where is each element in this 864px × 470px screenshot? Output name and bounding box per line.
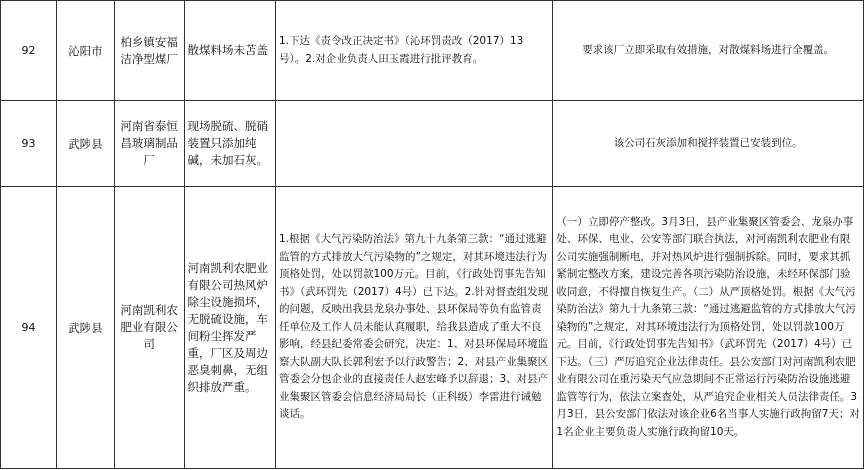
company-cell: 河南省泰恒昌玻璃制品厂 [114,101,184,187]
rectification-cell: （一）立即停产整改。3月3日，县产业集聚区管委会、龙泉办事处、环保、电业、公安等部门联合执法，对河南凯利农肥业有限公司实施强制断电，并对热风炉进行强制拆除。同时，要求其抓紧制定整改方案，建设完善各项污染防治设施，未经环保部门验收同意，不得擅自恢复生产。（二）从严顶格处罚。根据《大气污染防治法》第九十九条第三款：“通过逃避监管的方式排放大气污染物的”之规定，对其环境违法行为顶格处罚，处以罚款100万元。目前，《行政处罚事先告知书》（武环罚先（2017）4号）已下达。（三）严厉追究企业法律责任。县公安部门对河南凯利农肥业有限公司在重污染天气应急期间不正常运行污染防治设施逃避监管等行为，依法立案查处，从严追究企业相关人员法律责任。3月3日，县公安部门依法对该企业6名当事人实施行政拘留7天；对1名企业主要负责人实施行政拘留10天。 [553,187,864,469]
problem-cell: 河南凯利农肥业有限公司热风炉除尘设施损坏，无脱硫设施，车间粉尘挥发严重，厂区及周边恶臭刺鼻，无组织排放严重。 [184,187,275,469]
action-cell: 1.下达《责令改正决定书》（沁环罚责改（2017）13号）。2.对企业负责人田玉霞进行批评教育。 [275,1,552,101]
problem-cell: 现场脱硫、脱硝装置只添加纯碱，未加石灰。 [184,101,275,187]
row-number: 94 [1,187,57,469]
city-cell: 武陟县 [56,101,114,187]
city-cell: 武陟县 [56,187,114,469]
table-row [1,1,864,101]
problem-cell: 散煤料场未苫盖 [184,1,275,101]
row-number: 93 [1,101,57,187]
rectification-cell: 要求该厂立即采取有效措施，对散煤料场进行全覆盖。 [553,1,864,101]
table-row [1,187,864,469]
company-cell: 河南凯利农肥业有限公司 [114,187,184,469]
table-row [1,101,864,187]
company-cell: 柏乡镇安福洁净型煤厂 [114,1,184,101]
action-cell: 1.根据《大气污染防治法》第九十九条第三款：“通过逃避监管的方式排放大气污染物的”之规定，对其环境违法行为顶格处罚，处以罚款100万元。目前，《行政处罚事先告知书》（武环罚先（2017）4号）已下达。2.针对督查组发现的问题，反映出我县龙泉办事处、县环保局等负有监管责任单位及工作人员未能认真履职，给我县造成了重大不良影响，经县纪委常委会研究，决定：1、对县环保局环境监察大队副大队长郭利宏予以行政警告；2、对县产业集聚区管委会分包企业的直接责任人赵宏峰予以辞退；3、对县产业集聚区管委会信息经济局局长（正科级）李雷进行诫勉谈话。 [275,187,552,469]
rectification-cell: 该公司石灰添加和搅拌装置已安装到位。 [553,101,864,187]
action-cell [275,101,552,187]
city-cell: 沁阳市 [56,1,114,101]
row-number: 92 [1,1,57,101]
